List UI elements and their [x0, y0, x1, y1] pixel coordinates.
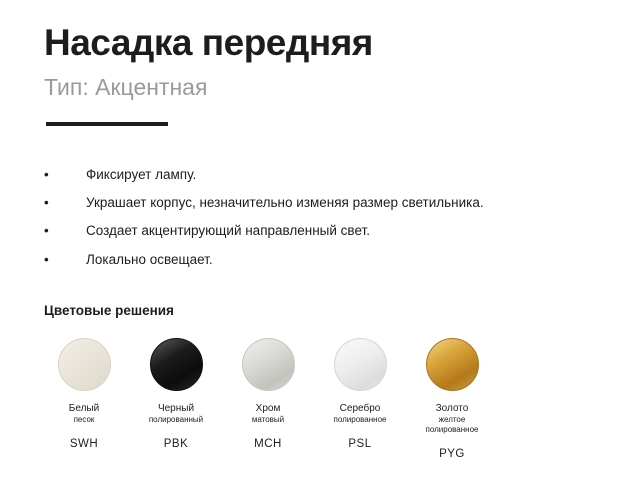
color-disc-icon [150, 338, 203, 391]
color-name-sub: полированный [148, 415, 204, 425]
color-name-main: Белый [68, 402, 100, 414]
color-name-sub: желтое полированное [425, 415, 479, 435]
list-item [44, 224, 590, 238]
color-name [44, 403, 124, 426]
color-code: PYG [439, 448, 465, 461]
page-subtitle: Тип: Акцентная [44, 73, 208, 100]
color-name [412, 403, 492, 436]
list-item [44, 253, 590, 267]
color-code: MCH [254, 438, 282, 451]
color-name [320, 403, 400, 426]
list-item-label: Фиксирует лампу. [86, 167, 197, 183]
colors-section-heading: Цветовые решения [44, 302, 174, 318]
color-code: PSL [348, 438, 372, 451]
color-disc-icon [426, 338, 479, 391]
list-item-label: Создает акцентирующий направленный свет. [86, 223, 370, 239]
color-swatch-pyg[interactable] [412, 338, 492, 461]
color-swatch-row [44, 338, 590, 461]
color-disc-icon [58, 338, 111, 391]
color-name-main: Хром [255, 402, 281, 414]
color-name-main: Золото [435, 402, 469, 414]
title-divider [46, 122, 168, 126]
color-disc-icon [334, 338, 387, 391]
color-code: SWH [69, 438, 99, 451]
list-item-label: Локально освещает. [86, 251, 213, 267]
list-item [44, 168, 590, 182]
feature-list [44, 168, 590, 267]
color-code: PBK [163, 438, 189, 451]
list-item-label: Украшает корпус, незначительно изменяя размер светильника. [86, 195, 484, 211]
color-swatch-mch[interactable] [228, 338, 308, 461]
color-name-sub: полированное [333, 415, 387, 425]
color-name-sub: матовый [251, 415, 285, 425]
list-item [44, 196, 590, 210]
bullet-icon: • [44, 167, 49, 183]
color-swatch-swh[interactable] [44, 338, 124, 461]
color-swatch-psl[interactable] [320, 338, 400, 461]
bullet-icon: • [44, 223, 49, 239]
bullet-icon: • [44, 251, 49, 267]
page-title: Насадка передняя [44, 22, 373, 63]
color-name [228, 403, 308, 426]
color-disc-icon [242, 338, 295, 391]
color-swatch-pbk[interactable] [136, 338, 216, 461]
bullet-icon: • [44, 195, 49, 211]
color-name [136, 403, 216, 426]
color-name-main: Черный [157, 402, 195, 414]
color-name-sub: песок [73, 415, 95, 425]
color-name-main: Серебро [339, 402, 381, 414]
